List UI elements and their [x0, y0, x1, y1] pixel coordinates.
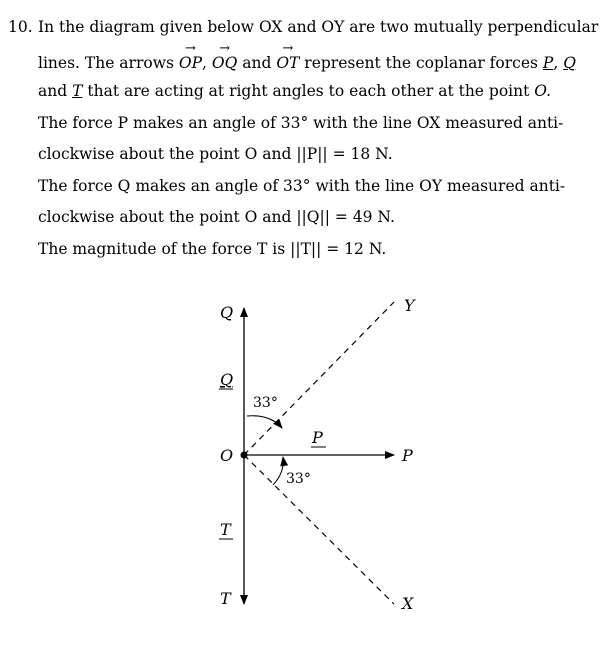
angle-arc-lower	[273, 457, 283, 485]
and-word: and	[242, 54, 272, 72]
p-sentence-2: clockwise about the point O and ||P|| = 18 N.	[38, 145, 393, 163]
problem-line-2: lines. The arrows OP →, OQ → and OT → represent the coplanar forces P, Q	[38, 50, 598, 72]
p-sentence-1: The force P makes an angle of 33° with the line OX measured anti-	[38, 114, 564, 132]
line2-text-b: represent the coplanar forces	[304, 54, 538, 72]
force-t-symbol: T	[72, 82, 83, 100]
label-t-vector: T	[220, 520, 231, 539]
point-o-symbol: O.	[534, 82, 552, 100]
angle-upper-label: 33°	[253, 395, 278, 411]
line-ox-dashed	[244, 455, 394, 604]
label-t-bottom: T	[220, 589, 231, 608]
vector-op: OP →	[179, 50, 202, 72]
force-q-symbol: Q	[563, 54, 576, 72]
label-p-end: P	[402, 446, 413, 465]
point-o-dot	[241, 452, 248, 459]
label-q-vector: Q	[220, 370, 234, 389]
label-x: X	[402, 594, 414, 613]
line1-text: In the diagram given below OX and OY are two mutually perpendicular	[38, 18, 599, 36]
line3-text: that are acting at right angles to each other at the point	[87, 82, 530, 100]
label-y: Y	[404, 296, 415, 315]
q-sentence-2: clockwise about the point O and ||Q|| = 49 N.	[38, 208, 395, 226]
vector-oq: OQ →	[212, 50, 237, 72]
problem-number: 10.	[8, 18, 33, 36]
label-p-vector: P	[312, 428, 323, 447]
label-q-top: Q	[220, 303, 234, 322]
and-word-2: and	[38, 82, 68, 100]
q-sentence-1: The force Q makes an angle of 33° with the line OY measured anti-	[38, 177, 566, 195]
vector-ot: OT →	[276, 50, 299, 72]
t-sentence: The magnitude of the force T is ||T|| = 12 N.	[38, 240, 387, 258]
line2-text-a: lines. The arrows	[38, 54, 174, 72]
force-p-symbol: P	[542, 54, 554, 72]
angle-lower-label: 33°	[286, 471, 311, 487]
label-o: O	[220, 446, 234, 465]
